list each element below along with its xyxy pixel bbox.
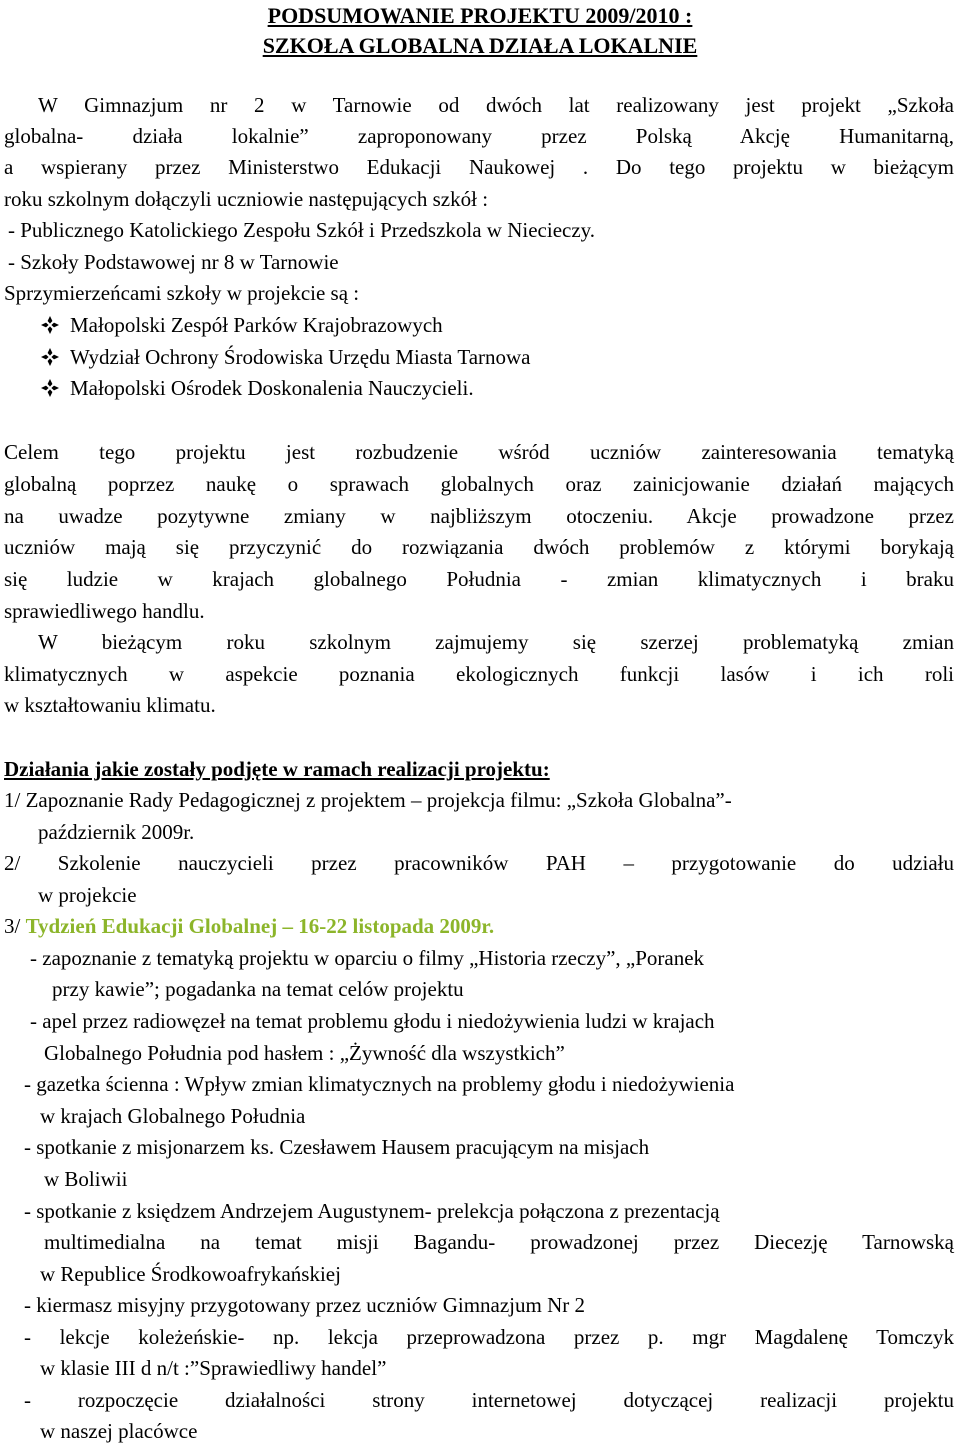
allies-intro: Sprzymierzeńcami szkoły w projekcie są : (4, 281, 360, 305)
intro-school-2: - Szkoły Podstawowej nr 8 w Tarnowie (8, 250, 339, 274)
activity-4: - spotkanie z misjonarzem ks. Czesławem Hausem pracującym na misjach (24, 1135, 650, 1159)
activity-8-cont: w naszej placówce (40, 1419, 198, 1443)
intro-school-1: - Publicznego Katolickiego Zespołu Szkół i Przedszkola w Niecieczy. (8, 218, 596, 242)
activity-2: - apel przez radiowęzeł na temat problemu głodu i niedożywienia ludzi w krajach (30, 1009, 715, 1033)
goal-line-6: sprawiedliwego handlu. (4, 599, 205, 623)
activity-7: - lekcje koleżeńskie- np. lekcja przeprowadzona przez p. mgr Magdalenę Tomczyk (24, 1325, 954, 1349)
goal-line-5: się ludzie w krajach globalnego Południa - zmian klimatycznych i braku (4, 567, 954, 591)
activity-5-cont: multimedialna na temat misji Bagandu- prowadzonej przez Diecezję Tarnowską (44, 1230, 954, 1254)
ally-list-item (40, 373, 474, 405)
activity-1-cont: przy kawie”; pogadanka na temat celów projektu (52, 977, 464, 1001)
activity-1: - zapoznanie z tematyką projektu w oparciu o filmy „Historia rzeczy”, „Poranek (30, 946, 705, 970)
document-title-line1: PODSUMOWANIE PROJEKTU 2009/2010 : (267, 3, 693, 28)
goal-line-7: W bieżącym roku szkolnym zajmujemy się szerzej problematyką zmian (38, 630, 954, 654)
action-2: 2/ Szkolenie nauczycieli przez pracowników PAH – przygotowanie do udziału (4, 851, 954, 875)
ally-list-item (40, 342, 531, 374)
ally-label: Małopolski Ośrodek Doskonalenia Nauczycieli. (70, 376, 474, 400)
ally-label: Małopolski Zespół Parków Krajobrazowych (70, 313, 443, 337)
ally-label: Wydział Ochrony Środowiska Urzędu Miasta Tarnowa (70, 345, 531, 369)
activity-6: - kiermasz misyjny przygotowany przez uczniów Gimnazjum Nr 2 (24, 1293, 586, 1317)
action-3-number: 3/ (4, 914, 26, 938)
goal-line-1: Celem tego projektu jest rozbudzenie wśród uczniów zainteresowania tematyką (4, 440, 954, 464)
goal-line-8: klimatycznych w aspekcie poznania ekologicznych funkcji lasów i ich roli (4, 662, 954, 686)
action-3 (4, 911, 494, 943)
activity-3: - gazetka ścienna : Wpływ zmian klimatycznych na problemy głodu i niedożywienia (24, 1072, 735, 1096)
action-1-cont: październik 2009r. (38, 820, 195, 844)
goal-line-4: uczniów mają się przyczynić do rozwiązania dwóch problemów z którymi borykają (4, 535, 954, 559)
goal-line-9: w kształtowaniu klimatu. (4, 693, 216, 717)
intro-line-1: W Gimnazjum nr 2 w Tarnowie od dwóch lat realizowany jest projekt „Szkoła (38, 93, 954, 117)
intro-line-4: roku szkolnym dołączyli uczniowie następujących szkół : (4, 187, 489, 211)
intro-line-2: globalna- działa lokalnie” zaproponowany przez Polską Akcję Humanitarną, (4, 124, 954, 148)
activity-2-cont: Globalnego Południa pod hasłem : „Żywność dla wszystkich” (44, 1041, 565, 1065)
goal-line-2: globalną poprzez naukę o sprawach globalnych oraz zainicjowanie działań mających (4, 472, 954, 496)
activity-5: - spotkanie z księdzem Andrzejem Augustynem- prelekcja połączona z prezentacją (24, 1199, 720, 1223)
activity-3-cont: w krajach Globalnego Południa (40, 1104, 306, 1128)
actions-heading: Działania jakie zostały podjęte w ramach realizacji projektu: (4, 757, 550, 781)
diamond-bullet-icon (40, 376, 60, 396)
global-education-week: Tydzień Edukacji Globalnej – 16-22 listopada 2009r. (25, 914, 495, 938)
diamond-bullet-icon (40, 313, 60, 333)
ally-list-item (40, 310, 443, 342)
action-1: 1/ Zapoznanie Rady Pedagogicznej z projektem – projekcja filmu: „Szkoła Globalna”- (4, 788, 732, 812)
intro-line-3: a wspierany przez Ministerstwo Edukacji Naukowej . Do tego projektu w bieżącym (4, 155, 954, 179)
goal-line-3: na uwadze pozytywne zmiany w najbliższym otoczeniu. Akcje prowadzone przez (4, 504, 954, 528)
diamond-bullet-icon (40, 345, 60, 365)
document-title-line2: SZKOŁA GLOBALNA DZIAŁA LOKALNIE (262, 33, 698, 58)
activity-5-cont2: w Republice Środkowoafrykańskiej (40, 1262, 341, 1286)
activity-7-cont: w klasie III d n/t :”Sprawiedliwy handel” (40, 1356, 387, 1380)
action-2-cont: w projekcie (38, 883, 137, 907)
activity-8: - rozpoczęcie działalności strony internetowej dotyczącej realizacji projektu (24, 1388, 954, 1412)
activity-4-cont: w Boliwii (44, 1167, 128, 1191)
